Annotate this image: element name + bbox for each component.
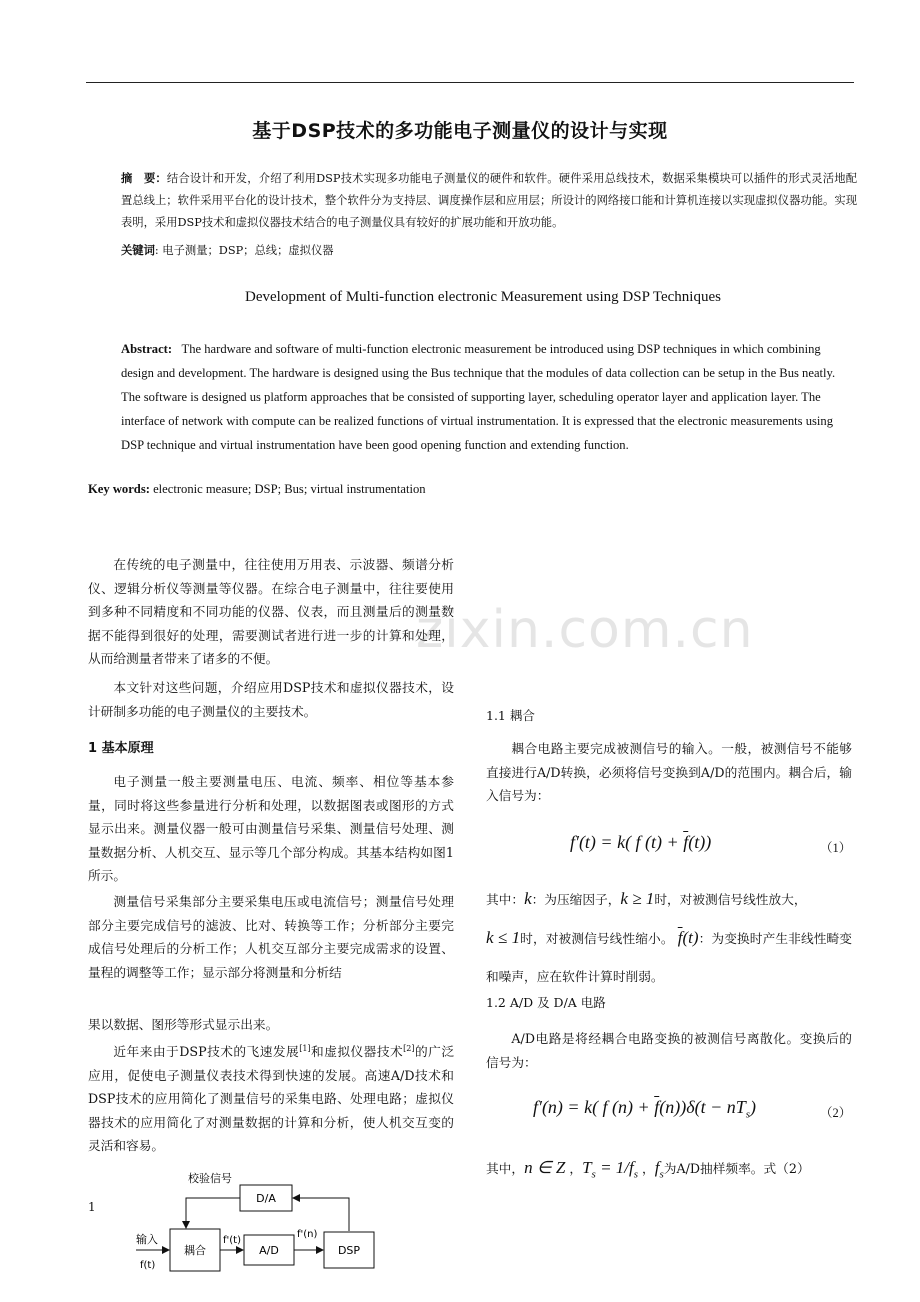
citation-2[interactable]: [2]: [403, 1044, 415, 1053]
section1-paragraph-2-cont: 果以数据、图形等形式显示出来。: [88, 1017, 279, 1032]
label-ft: f(t): [140, 1260, 156, 1271]
where-label-2: 其中，: [486, 1161, 525, 1176]
ad-explanation: 其中，n ∈ Z ，$T_s = 1/f_s$ ，$f_s$为A/D抽样频率。式（2）: [486, 1158, 810, 1181]
header-rule: [86, 82, 854, 83]
section1-paragraph-3: [88, 1037, 454, 1158]
english-title: Development of Multi-function electronic Measurement using DSP Techniques: [245, 289, 721, 305]
subsection-heading-1-2: 1.2 A/D 及 D/A 电路: [486, 995, 606, 1010]
english-abstract: [121, 337, 849, 457]
fs-desc: 为A/D抽样频率。式（2）: [663, 1161, 810, 1176]
section1-paragraph-2: 测量信号采集部分主要采集电压或电流信号；测量信号处理部分主要完成信号的滤波、比对、转换等工作；分析部分主要完成信号处理后的分析工作；人机交互部分主要完成需求的设置、量程的调整等工作；显示部分将测量和分析结: [88, 894, 454, 980]
label-fpn: f'(n): [297, 1229, 318, 1240]
english-abstract-label: Abstract:: [121, 342, 173, 356]
arrow-dsp-da: [293, 1198, 349, 1231]
paper-title: 基于DSP技术的多功能电子测量仪的设计与实现: [252, 120, 668, 142]
chinese-abstract-label: 摘 要：: [121, 171, 167, 185]
citation-1[interactable]: [1]: [299, 1044, 311, 1053]
english-abstract-text: The hardware and software of multi-function electronic measurement be introduced using DSP techniques in which combining design and development. The hardware is designed using the Bus technique that the modules of data collection can be setup in the Bus neatly. The software is designed us platform approaches that be consisted of supporting layer, scheduling operator layer and application layer. The interface of network with compute can be realized functions of virtual instrumentation. It is expressed that the electronic measurements using DSP technique and virtual instrumentation have been good opening function and extending function.: [121, 342, 836, 453]
intro-paragraph-2: 本文针对这些问题，介绍应用DSP技术和虚拟仪器技术，设计研制多功能的电子测量仪的主要技术。: [88, 680, 454, 719]
subsection-heading-1-1: 1.1 耦合: [486, 708, 535, 723]
dsp-block-label: DSP: [337, 1244, 361, 1257]
k-desc: ：为压缩因子，: [531, 892, 621, 907]
chinese-keywords-text: : 电子测量；DSP；总线；虚拟仪器: [154, 244, 334, 257]
watermark: zixin.com.cn: [416, 600, 754, 660]
english-keywords-text: electronic measure; DSP; Bus; virtual instrumentation: [149, 482, 426, 496]
label-fpt: f'(t): [223, 1235, 241, 1246]
coupling-block-label: 耦合: [184, 1244, 206, 1257]
p3-text-b: 和虚拟仪器技术: [310, 1044, 404, 1060]
equation-2: f′(n) = k( f $(n) + \overline{f}(n))\delta(t - nT_s)$: [533, 1097, 757, 1121]
label-input: 输入: [136, 1233, 158, 1246]
chinese-keywords-label: 关键词: [121, 243, 155, 257]
english-keywords: [88, 482, 426, 497]
p3-text-c: 的广泛应用，促使电子测量仪表技术得到快速的发展。高速A/D技术和DSP技术的应用简化了测量信号的采集电路、处理电路；虚拟仪器技术的应用简化了对测量数据的计算和分析，使人机交互变的灵活和容易。: [88, 1044, 455, 1154]
section-heading-1: 1 基本原理: [88, 741, 154, 756]
coupling-paragraph: 耦合电路主要完成被测信号的输入。一般，被测信号不能够直接进行A/D转换，必须将信号变换到A/D的范围内。耦合后，输入信号为：: [486, 741, 852, 803]
equation-1-number: （1）: [820, 841, 852, 855]
p3-text-a: 近年来由于DSP技术的飞速发展: [113, 1044, 300, 1060]
intro-paragraph-1: 在传统的电子测量中，往往使用万用表、示波器、频谱分析仪、逻辑分析仪等测量等仪器。在综合电子测量中，往往要使用到多种不同精度和不同功能的仪器、仪表，而且测量后的测量数据不能得到很好的处理，需要测试者进行进一步的计算和处理，从而给测量者带来了诸多的不便。: [88, 557, 454, 666]
k-ge-desc: 时，对被测信号线性放大，: [654, 892, 807, 907]
section1-paragraph-1: 电子测量一般主要测量电压、电流、频率、相位等基本参量，同时将这些参量进行分析和处理，以数据图表或图形的方式显示出来。测量仪器一般可由测量信号采集、测量信号处理、测量数据分析、人机交互、显示等几个部分构成。其基本结构如图1所示。: [88, 774, 454, 883]
label-check-signal: 校验信号: [188, 1172, 232, 1185]
chinese-abstract: [121, 167, 857, 234]
block-diagram: [130, 1165, 390, 1285]
chinese-keywords: [121, 242, 334, 258]
da-block-label: D/A: [256, 1192, 276, 1205]
noise-desc: ：为变换时产生非线性畸变和噪声，应在软件计算时削弱。: [486, 931, 852, 984]
coupling-explanation: 其中：k：为压缩因子，k ≥ 1时，对被测信号线性放大， k ≤ 1时，对被测信号线性缩小。 $\overline{f}(t)$：为变换时产生非线性畸变和噪声，应在软件计算时削弱。: [486, 889, 852, 984]
k-le-desc: 时，对被测信号线性缩小。: [520, 931, 674, 946]
arrow-da-coupling: [186, 1198, 240, 1228]
english-keywords-label: Key words:: [88, 482, 150, 496]
equation-1: f′(t) = k( f $(t) + \overline{f}(t)$): [570, 832, 712, 852]
ad-block-label: A/D: [259, 1244, 279, 1257]
ad-paragraph: A/D电路是将经耦合电路变换的被测信号离散化。变换后的信号为：: [486, 1031, 852, 1070]
equation-2-number: （2）: [820, 1106, 852, 1120]
chinese-abstract-text: 结合设计和开发，介绍了利用DSP技术实现多功能电子测量仪的硬件和软件。硬件采用总线技术，数据采集模块可以插件的形式灵活地配置总线上；软件采用平台化的设计技术，整个软件分为支持层、调度操作层和应用层；所设计的网络接口能和计算机连接以实现虚拟仪器功能。实现表明，采用DSP技术和虚拟仪器技术结合的电子测量仪具有较好的扩展功能和开放功能。: [121, 172, 857, 229]
where-label: 其中：: [486, 892, 525, 907]
page-number: 1: [88, 1200, 96, 1214]
